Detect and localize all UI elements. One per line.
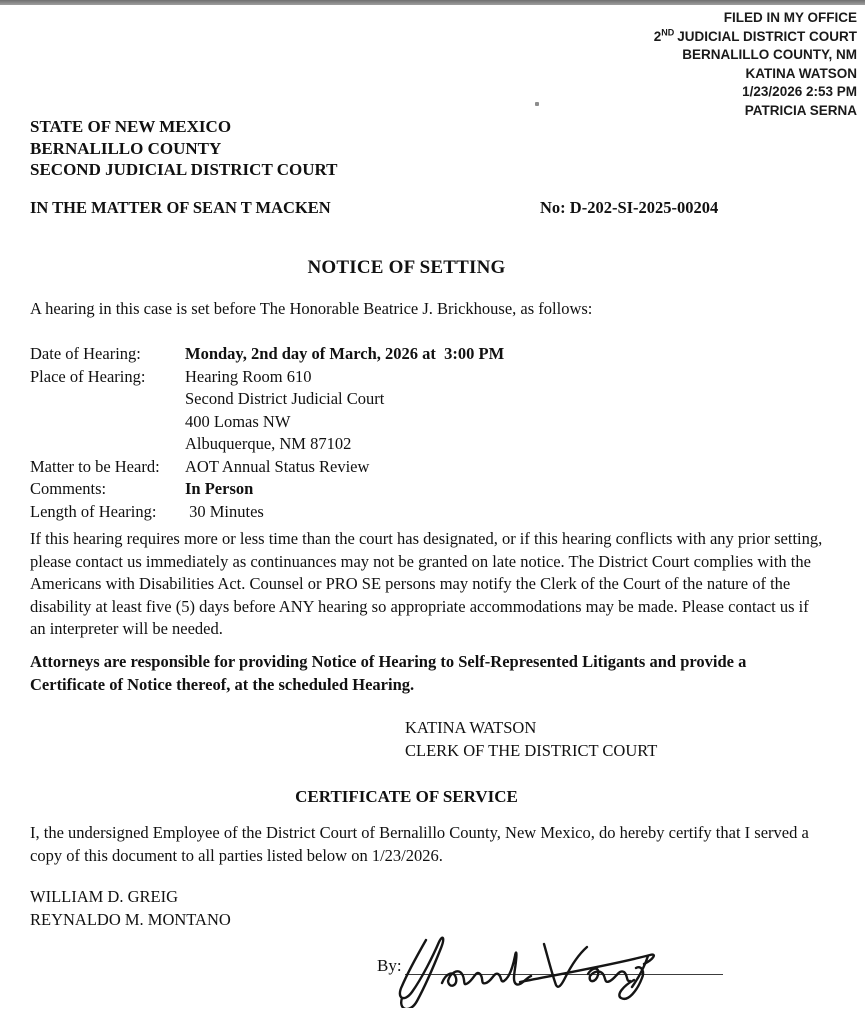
header-state: STATE OF NEW MEXICO bbox=[30, 117, 232, 136]
detail-value-court-name: Second District Judicial Court bbox=[185, 389, 385, 408]
court-header bbox=[30, 116, 338, 181]
filing-stamp bbox=[654, 9, 857, 120]
case-caption bbox=[30, 198, 835, 220]
detail-label: Comments: bbox=[30, 479, 107, 498]
detail-label: Place of Hearing: bbox=[30, 366, 146, 386]
detail-row-matter bbox=[30, 456, 730, 479]
stamp-court-rest: JUDICIAL DISTRICT COURT bbox=[677, 28, 857, 44]
detail-value-place: Hearing Room 610 bbox=[185, 366, 312, 386]
detail-value-date: Monday, 2nd day of March, 2026 at 3:00 PM bbox=[185, 344, 505, 363]
clerk-name: KATINA WATSON bbox=[405, 718, 537, 737]
stamp-deputy-name: PATRICIA SERNA bbox=[744, 102, 857, 118]
stray-mark bbox=[535, 102, 539, 106]
stamp-court-ordinal: ND bbox=[661, 27, 675, 37]
detail-value-comments: In Person bbox=[185, 479, 254, 498]
served-party: WILLIAM D. GREIG bbox=[30, 887, 179, 906]
detail-label bbox=[30, 433, 185, 456]
case-number: No: D-202-SI-2025-00204 bbox=[540, 198, 719, 217]
stamp-filed-line: FILED IN MY OFFICE bbox=[723, 10, 857, 25]
stamp-court-line bbox=[654, 28, 857, 47]
detail-row-street bbox=[30, 411, 730, 434]
served-parties-list bbox=[30, 886, 231, 931]
scan-edge-strip bbox=[0, 0, 865, 5]
header-court: SECOND JUDICIAL DISTRICT COURT bbox=[30, 160, 338, 179]
served-party: REYNALDO M. MONTANO bbox=[30, 909, 231, 929]
detail-label bbox=[30, 411, 185, 434]
continuance-ada-paragraph: If this hearing requires more or less time than the court has designated, or if this hearing conflicts with any prior setting, please contact us immediately as continuances may not be granted on late notice. The District Court complies with the Americans with Disabilities Act. Counsel or PRO SE persons may notify the Clerk of the Court of the nature of the disability at least five (5) days before ANY hearing so appropriate accommodations may be made. Please contact us if an interpreter will be needed. bbox=[30, 529, 823, 638]
stamp-court-number: 2 bbox=[653, 28, 662, 44]
stamp-datetime: 1/23/2026 2:53 PM bbox=[742, 84, 857, 99]
detail-row-comments bbox=[30, 478, 730, 501]
detail-value-street: 400 Lomas NW bbox=[185, 411, 291, 431]
detail-label: Length of Hearing: bbox=[30, 501, 157, 521]
detail-label: Matter to be Heard: bbox=[30, 456, 160, 476]
hearing-intro: A hearing in this case is set before The Honorable Beatrice J. Brickhouse, as follows: bbox=[30, 299, 593, 318]
certificate-of-service-text: I, the undersigned Employee of the District Court of Bernalillo County, New Mexico, do hereby certify that I served a copy of this document to all parties listed below on 1/23/2026. bbox=[30, 823, 809, 865]
detail-row-length bbox=[30, 501, 730, 524]
certificate-of-service-title: CERTIFICATE OF SERVICE bbox=[295, 787, 518, 806]
stamp-clerk-name: KATINA WATSON bbox=[745, 65, 857, 81]
detail-row-city bbox=[30, 433, 730, 456]
attorneys-notice-paragraph: Attorneys are responsible for providing Notice of Hearing to Self-Represented Litigants and provide a Certificate of Notice thereof, at the scheduled Hearing. bbox=[30, 652, 747, 694]
detail-row-date bbox=[30, 343, 730, 366]
by-label: By: bbox=[377, 956, 402, 975]
case-matter: IN THE MATTER OF SEAN T MACKEN bbox=[30, 198, 331, 217]
handwritten-signature-yolanda-vargas bbox=[392, 928, 702, 1008]
detail-label: Date of Hearing: bbox=[30, 344, 141, 363]
document-title: NOTICE OF SETTING bbox=[307, 257, 506, 278]
stamp-county-line: BERNALILLO COUNTY, NM bbox=[682, 47, 857, 62]
detail-value-length: 30 Minutes bbox=[185, 501, 264, 521]
header-county: BERNALILLO COUNTY bbox=[30, 138, 222, 158]
detail-row-place bbox=[30, 366, 730, 389]
hearing-details bbox=[30, 343, 730, 523]
detail-row-court-name bbox=[30, 388, 730, 411]
detail-value-matter: AOT Annual Status Review bbox=[185, 456, 370, 476]
detail-value-city: Albuquerque, NM 87102 bbox=[185, 434, 352, 453]
detail-label bbox=[30, 388, 185, 411]
clerk-title: CLERK OF THE DISTRICT COURT bbox=[405, 740, 658, 760]
clerk-signature-block bbox=[405, 717, 657, 762]
